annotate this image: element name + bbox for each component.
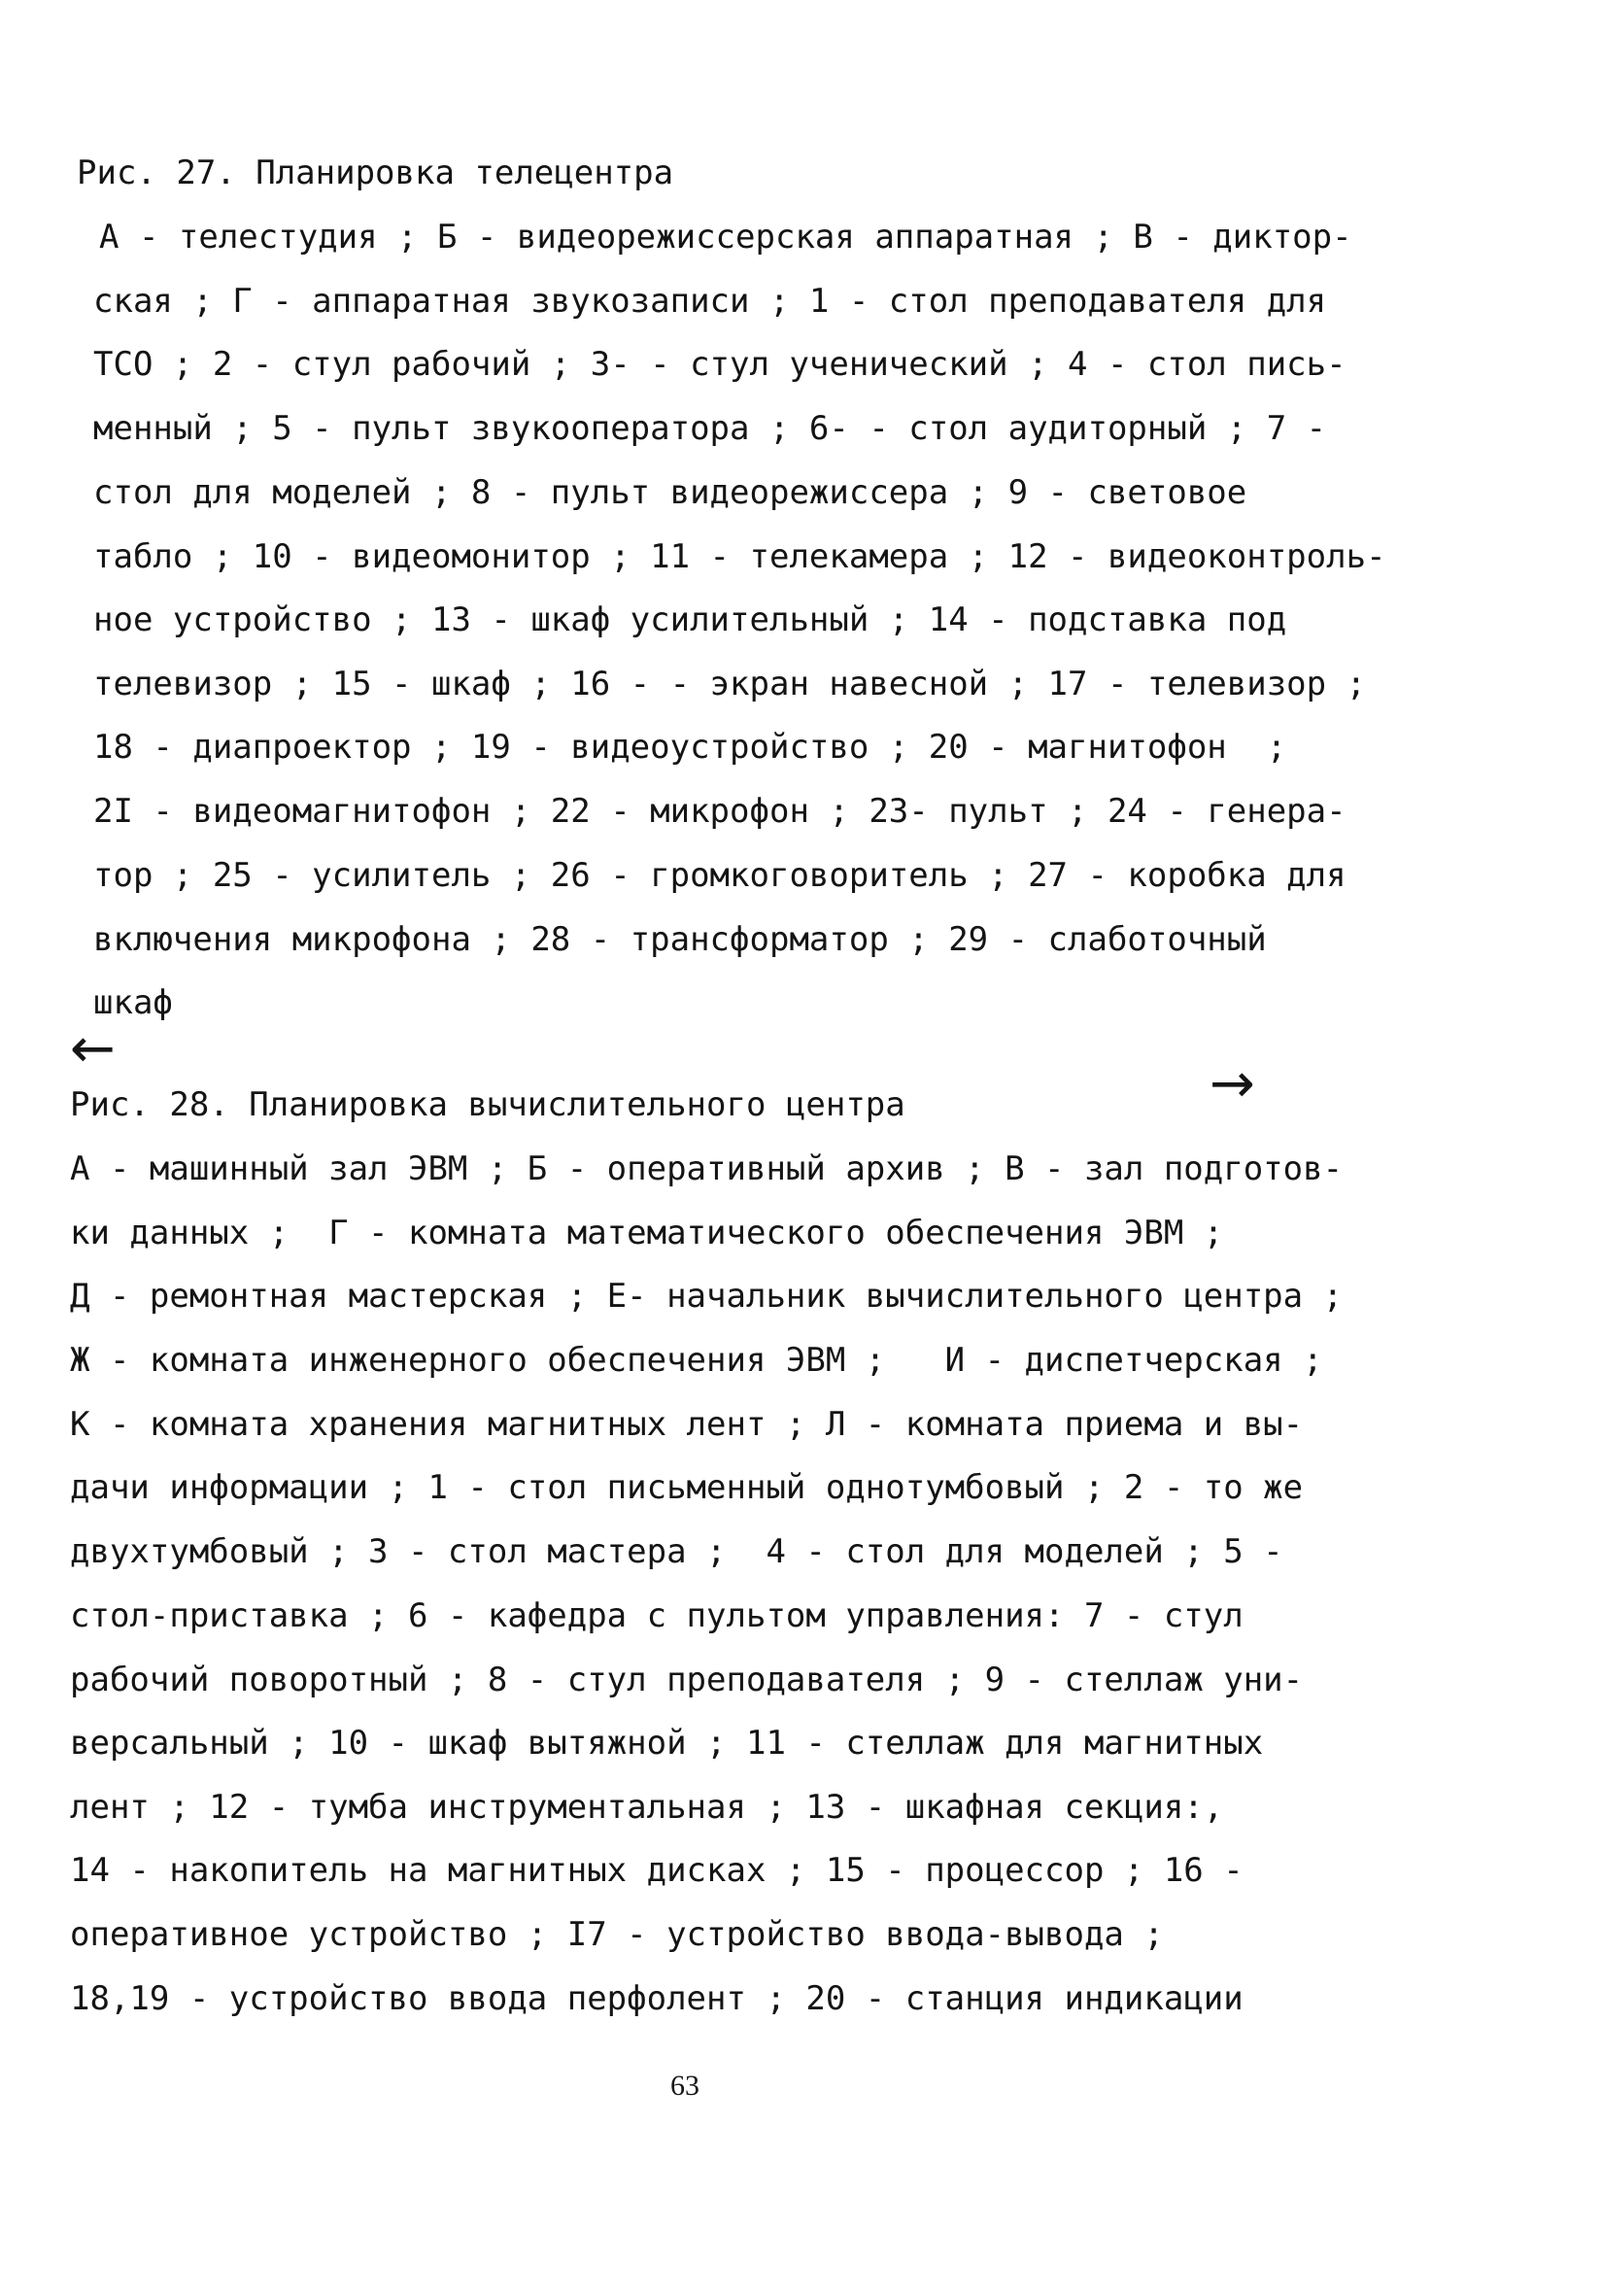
arrow-right-icon: → bbox=[1210, 1052, 1255, 1115]
fig27-line-5: стол для моделей ; 8 - пульт видеорежиссера ; 9 - световое bbox=[93, 473, 1247, 512]
fig27-caption: Рис. 27. Планировка телецентра bbox=[77, 154, 674, 192]
fig28-line-4: Ж - комната инженерного обеспечения ЭВМ ; И - диспетчерская ; bbox=[70, 1341, 1323, 1380]
fig27-line-12: включения микрофона ; 28 - трансформатор ; 29 - слаботочный bbox=[93, 920, 1267, 959]
fig27-line-6: табло ; 10 - видеомонитор ; 11 - телекамера ; 12 - видеоконтроль- bbox=[93, 537, 1386, 576]
fig28-line-10: версальный ; 10 - шкаф вытяжной ; 11 - стеллаж для магнитных bbox=[70, 1724, 1264, 1763]
fig28-line-2: ки данных ; Г - комната математического обеспечения ЭВМ ; bbox=[70, 1214, 1224, 1252]
fig28-line-13: оперативное устройство ; I7 - устройство ввода-вывода ; bbox=[70, 1915, 1164, 1954]
fig27-line-3: ТСО ; 2 - стул рабочий ; 3- - стул ученический ; 4 - стол пись- bbox=[93, 345, 1346, 384]
fig27-line-9: 18 - диапроектор ; 19 - видеоустройство ; 20 - магнитофон ; bbox=[93, 728, 1287, 767]
fig27-line-4: менный ; 5 - пульт звукооператора ; 6- - стол аудиторный ; 7 - bbox=[93, 409, 1327, 448]
page-number: 63 bbox=[670, 2070, 699, 2102]
fig28-line-12: 14 - накопитель на магнитных дисках ; 15 - процессор ; 16 - bbox=[70, 1851, 1244, 1890]
fig28-line-1: А - машинный зал ЭВМ ; Б - оперативный архив ; В - зал подготов- bbox=[70, 1149, 1344, 1188]
fig28-line-9: рабочий поворотный ; 8 - стул преподавателя ; 9 - стеллаж уни- bbox=[70, 1661, 1304, 1699]
fig27-line-10: 2I - видеомагнитофон ; 22 - микрофон ; 23- пульт ; 24 - генера- bbox=[93, 792, 1346, 831]
fig28-caption: Рис. 28. Планировка вычислительного центра bbox=[70, 1085, 905, 1124]
fig27-line-13: шкаф bbox=[93, 983, 173, 1022]
fig28-line-11: лент ; 12 - тумба инструментальная ; 13 - шкафная секция:, bbox=[70, 1788, 1224, 1827]
fig28-line-3: Д - ремонтная мастерская ; Е- начальник вычислительного центра ; bbox=[70, 1277, 1344, 1316]
fig28-line-8: стол-приставка ; 6 - кафедра с пультом управления: 7 - стул bbox=[70, 1596, 1244, 1635]
fig28-line-14: 18,19 - устройство ввода перфолент ; 20 - станция индикации bbox=[70, 1979, 1244, 2018]
fig28-line-5: К - комната хранения магнитных лент ; Л - комната приема и вы- bbox=[70, 1405, 1304, 1444]
fig27-line-2: ская ; Г - аппаратная звукозаписи ; 1 - стол преподавателя для bbox=[93, 282, 1327, 321]
fig28-line-6: дачи информации ; 1 - стол письменный однотумбовый ; 2 - то же bbox=[70, 1468, 1304, 1507]
fig27-line-8: телевизор ; 15 - шкаф ; 16 - - экран навесной ; 17 - телевизор ; bbox=[93, 665, 1367, 703]
fig28-line-7: двухтумбовый ; 3 - стол мастера ; 4 - стол для моделей ; 5 - bbox=[70, 1532, 1283, 1571]
arrow-left-icon: ← bbox=[70, 1017, 116, 1080]
fig27-line-11: тор ; 25 - усилитель ; 26 - громкоговоритель ; 27 - коробка для bbox=[93, 856, 1346, 895]
fig27-line-1: А - телестудия ; Б - видеорежиссерская аппаратная ; В - диктор- bbox=[99, 218, 1352, 257]
fig27-line-7: ное устройство ; 13 - шкаф усилительный ; 14 - подставка под bbox=[93, 600, 1287, 639]
